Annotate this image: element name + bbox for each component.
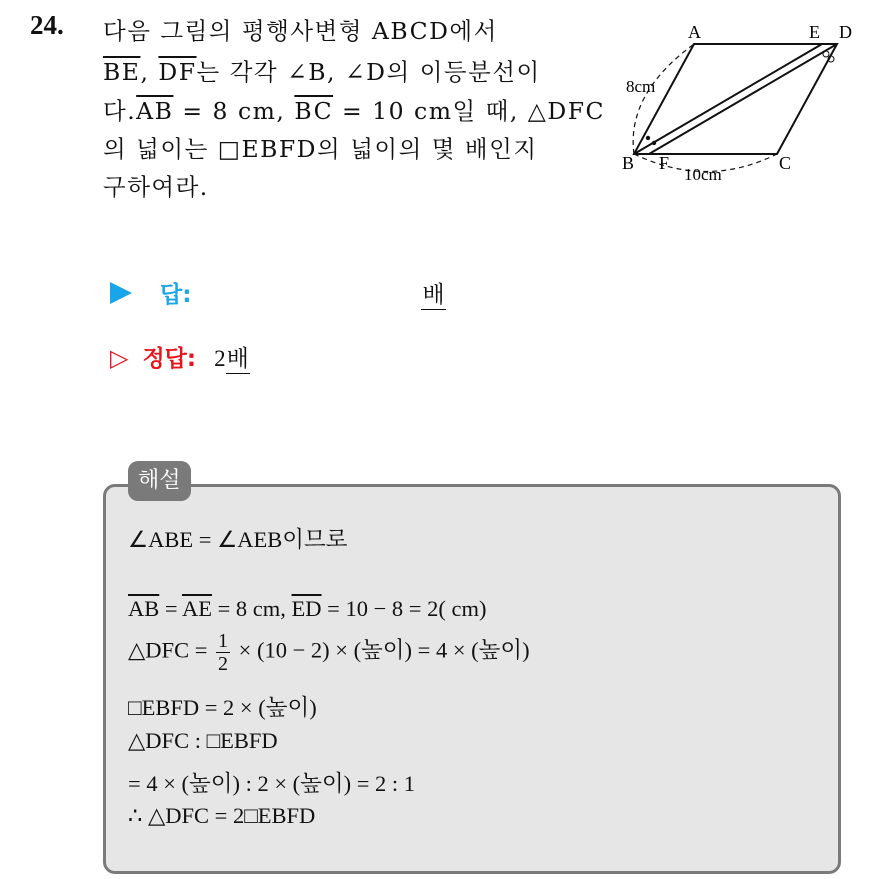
question-line-3	[103, 92, 605, 126]
segment-ab: $\overline{AB}$	[128, 596, 160, 621]
segment-df: $\overline{DF}$	[158, 58, 197, 86]
fraction	[216, 630, 230, 675]
question-number: 24.	[30, 10, 64, 40]
vertex-label-e: E	[809, 22, 820, 42]
explanation-line-1: ∠ABE = ∠AEB이므로	[128, 527, 348, 552]
question-line-4: 의 넓이는 □EBFD의 넓이의 몇 배인지	[103, 135, 538, 163]
correct-answer-label: 정답:	[142, 346, 197, 372]
explanation-text: × (10 − 2) × (높이) = 4 × (높이)	[233, 637, 530, 663]
segment-ed: $\overline{ED}$	[291, 596, 322, 621]
question-line-5: 구하여라.	[103, 173, 209, 201]
correct-answer-unit: 배	[226, 340, 250, 374]
question-line-1: 다음 그림의 평행사변형 ABCD에서	[103, 17, 498, 45]
angle-mark-circle	[823, 51, 829, 57]
angle-mark-dot	[646, 136, 650, 140]
length-label-bc: 10cm	[684, 165, 722, 184]
explanation-text: = 8 cm,	[211, 596, 292, 621]
play-triangle-icon	[110, 282, 132, 304]
explanation-text: =	[159, 596, 182, 621]
explanation-line-7: ∴ △DFC = 2□EBFD	[128, 803, 316, 828]
answer-row	[110, 276, 446, 310]
explanation-line-4: □EBFD = 2 × (높이)	[128, 695, 317, 720]
vertex-label-c: C	[779, 153, 792, 173]
explanation-text: △DFC =	[128, 637, 214, 663]
explanation-text: = 10 − 8 = 2( cm)	[321, 596, 487, 621]
question-line-2	[103, 53, 541, 87]
parallelogram-figure	[612, 14, 872, 189]
question-text: 다.	[103, 97, 137, 125]
explanation-line-6: = 4 × (높이) : 2 × (높이) = 2 : 1	[128, 771, 416, 796]
bisector-df	[649, 44, 837, 154]
answer-blank[interactable]: 배	[421, 276, 445, 310]
segment-be: $\overline{BE}$	[103, 58, 141, 86]
correct-answer-row	[110, 340, 250, 374]
separator: ,	[140, 58, 159, 86]
outline-triangle-icon: ▷	[110, 344, 129, 372]
correct-answer-value: 2	[214, 346, 226, 371]
segment-bc: $\overline{BC}$	[294, 97, 334, 125]
parallelogram-outline	[634, 44, 837, 154]
vertex-label-f: F	[659, 153, 670, 173]
explanation-line-2	[128, 596, 486, 622]
vertex-label-d: D	[839, 22, 852, 42]
bisector-be	[634, 44, 822, 154]
explanation-tag: 해설	[128, 461, 191, 501]
vertex-label-b: B	[622, 153, 635, 173]
segment-ae: $\overline{AE}$	[181, 596, 212, 621]
segment-ab: $\overline{AB}$	[136, 97, 174, 125]
length-label-ab: 8cm	[626, 77, 656, 96]
vertex-label-a: A	[688, 22, 701, 42]
angle-mark-dot	[652, 141, 656, 145]
explanation-line-5: △DFC : □EBFD	[128, 728, 278, 753]
question-text: 는 각각 ∠B, ∠D의 이등분선이	[196, 58, 541, 86]
explanation-line-3	[128, 630, 530, 675]
fraction-denominator: 2	[218, 653, 229, 675]
answer-label: 답:	[160, 282, 192, 308]
question-text: = 10 cm일 때, △DFC	[333, 97, 606, 125]
fraction-numerator: 1	[218, 630, 229, 652]
question-text: = 8 cm,	[173, 97, 295, 125]
